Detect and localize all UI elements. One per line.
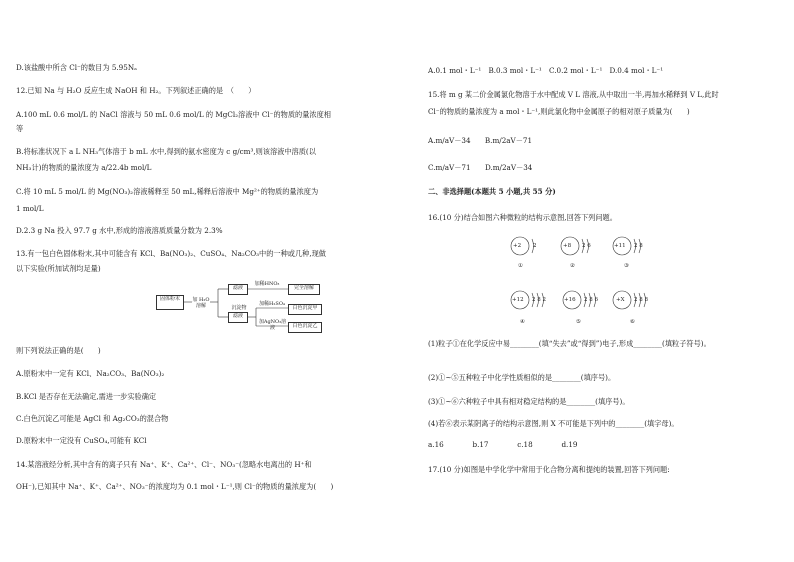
flow-result-precipitate-b: 白色沉淀乙 bbox=[288, 322, 322, 333]
atom-5-index: ⑤ bbox=[576, 319, 581, 325]
atom-6-electrons: 2 8 8 bbox=[634, 297, 648, 303]
flow-reagent-agno3: 加AgNO₃溶液 bbox=[258, 319, 287, 331]
flow-reagent-hno3: 加稀HNO₃ bbox=[251, 281, 283, 287]
q12-option-c-cont: 1 mol/L bbox=[16, 204, 44, 213]
flow-sediment: 沉淀物 bbox=[231, 305, 247, 311]
atom-2-nucleus-label: +8 bbox=[563, 243, 572, 249]
flow-result-precipitate-a: 白色沉淀甲 bbox=[288, 304, 322, 315]
q13-option-d: D.原粉末中一定没有 CuSO₄,可能有 KCl bbox=[16, 436, 147, 445]
q16-part-2: (2)①~⑤五种粒子中化学性质相似的是________(填序号)。 bbox=[428, 373, 616, 382]
q12-option-d: D.2.3 g Na 投入 97.7 g 水中,形成的溶液溶质质量分数为 2.3% bbox=[16, 226, 223, 235]
atom-3-electrons: 2 8 bbox=[634, 243, 643, 249]
q12-option-b: B.将标准状况下 a L NH₃气体溶于 b mL 水中,得到的氨水密度为 c g/cm³,则该溶液中溶质(以 bbox=[16, 147, 316, 156]
q13-option-b: B.KCl 是否存在无法确定,需进一步实验确定 bbox=[16, 392, 157, 401]
question-15-stem-cont: Cl⁻的物质的量浓度为 a mol・L⁻¹,则此氯化物中金属原子的相对原子质量为( ) bbox=[428, 107, 690, 116]
question-14-stem: 14.某溶液经分析,其中含有的离子只有 Na⁺、K⁺、Ca²⁺、Cl⁻、NO₃⁻(忽略水电离出的 H⁺和 bbox=[16, 460, 312, 469]
atom-5-nucleus-label: +16 bbox=[564, 297, 576, 303]
question-17-stem: 17.(10 分)如图是中学化学中常用于化合物分离和提纯的装置,回答下列问题: bbox=[428, 465, 670, 474]
q13-option-c: C.白色沉淀乙可能是 AgCl 和 Ag₂CO₃的混合物 bbox=[16, 414, 169, 423]
atom-6-index: ⑥ bbox=[630, 319, 635, 325]
experiment-flow-diagram bbox=[156, 280, 356, 338]
q16-part-1: (1)粒子①在化学反应中易________(填“失去”或“得到”)电子,形成________(填粒子符号)。 bbox=[428, 339, 711, 348]
q12-option-a-cont: 等 bbox=[16, 124, 24, 133]
atom-5-electrons: 2 8 6 bbox=[584, 297, 598, 303]
q12-option-b-cont: NH₃计)的物质的量浓度为 a/22.4b mol/L bbox=[16, 163, 152, 172]
question-13-prompt: 则下列说法正确的是( ) bbox=[16, 346, 101, 355]
question-14-stem-cont: OH⁻),已知其中 Na⁺、K⁺、Ca²⁺、NO₃⁻的浓度均为 0.1 mol・L⁻¹,则 Cl⁻的物质的量浓度为( ) bbox=[16, 482, 334, 491]
question-13-stem: 13.有一包白色固体粉末,其中可能含有 KCl、Ba(NO₃)₂、CuSO₄、Na₂CO₃中的一种或几种,现做 bbox=[16, 249, 326, 258]
flow-arrows bbox=[156, 280, 356, 338]
question-13-stem-cont: 以下实验(所加试剂均足量) bbox=[16, 264, 101, 273]
atom-6-nucleus-label: +X bbox=[616, 297, 625, 303]
question-12-stem: 12.已知 Na 与 H₂O 反应生成 NaOH 和 H₂。下列叙述正确的是 （ ） bbox=[16, 86, 256, 95]
atom-structure-diagrams bbox=[508, 232, 658, 332]
flow-result-dissolved: 完全溶解 bbox=[288, 284, 320, 295]
q13-option-a: A.原粉末中一定有 KCl、Na₂CO₃、Ba(NO₃)₂ bbox=[16, 369, 165, 378]
left-column bbox=[16, 0, 386, 562]
q16-part-3: (3)①~⑥六种粒子中具有相对稳定结构的是________(填序号)。 bbox=[428, 397, 630, 406]
q16-part-4: (4)若⑥表示某阴离子的结构示意图,则 X 不可能是下列中的________(填字母)。 bbox=[428, 419, 679, 428]
atom-2-electrons: 2 6 bbox=[582, 243, 591, 249]
question-15-stem: 15.将 m g 某二价金属氯化物溶于水中配成 V L 溶液,从中取出一半,再加水稀释到 V L,此时 bbox=[428, 90, 719, 99]
atom-3-nucleus-label: +11 bbox=[614, 243, 626, 249]
q12-option-a: A.100 mL 0.6 mol/L 的 NaCl 溶液与 50 mL 0.6 mol/L 的 MgCl₂溶液中 Cl⁻的物质的量浓度相 bbox=[16, 110, 331, 119]
atom-1-electrons: 2 bbox=[533, 243, 537, 249]
q14-options: A.0.1 mol・L⁻¹ B.0.3 mol・L⁻¹ C.0.2 mol・L⁻¹ D.0.4 mol・L⁻¹ bbox=[428, 66, 664, 75]
atom-1-nucleus-label: +2 bbox=[513, 243, 522, 249]
question-16-stem: 16.(10 分)结合如图六种微粒的结构示意图,回答下列问题。 bbox=[428, 213, 617, 222]
atom-4-index: ④ bbox=[520, 319, 525, 325]
atom-4-nucleus-label: +12 bbox=[512, 297, 524, 303]
atom-4-electrons: 2 8 2 bbox=[532, 297, 546, 303]
flow-filtrate-top: 滤液 bbox=[228, 284, 248, 295]
flow-step-dissolve: 加 H₂O 溶解 bbox=[192, 297, 210, 309]
option-d-q11: D.该盐酸中所含 Cl⁻的数目为 5.95Nₐ bbox=[16, 63, 137, 72]
q12-option-c: C.将 10 mL 5 mol/L 的 Mg(NO₃)₂溶液稀释至 50 mL,稀释后溶液中 Mg²⁺的物质的量浓度为 bbox=[16, 187, 319, 196]
q16-part-4-options: a.16 b.17 c.18 d.19 bbox=[428, 440, 578, 449]
atom-3-index: ③ bbox=[624, 263, 629, 269]
atom-2-index: ② bbox=[570, 263, 575, 269]
section-header-nonchoice: 二、非选择题(本题共 5 小题,共 55 分) bbox=[428, 187, 556, 196]
flow-filtrate-bottom: 滤液 bbox=[228, 312, 248, 323]
flow-start-box: 固体粉末 bbox=[156, 295, 184, 310]
q15-options-cd: C.m/aV－71 D.m/2aV－34 bbox=[428, 163, 533, 172]
right-column bbox=[416, 0, 786, 562]
flow-reagent-h2so4: 加稀H₂SO₄ bbox=[257, 301, 287, 307]
q15-options-ab: A.m/aV－34 B.m/2aV－71 bbox=[428, 136, 533, 145]
atom-1-index: ① bbox=[518, 263, 523, 269]
